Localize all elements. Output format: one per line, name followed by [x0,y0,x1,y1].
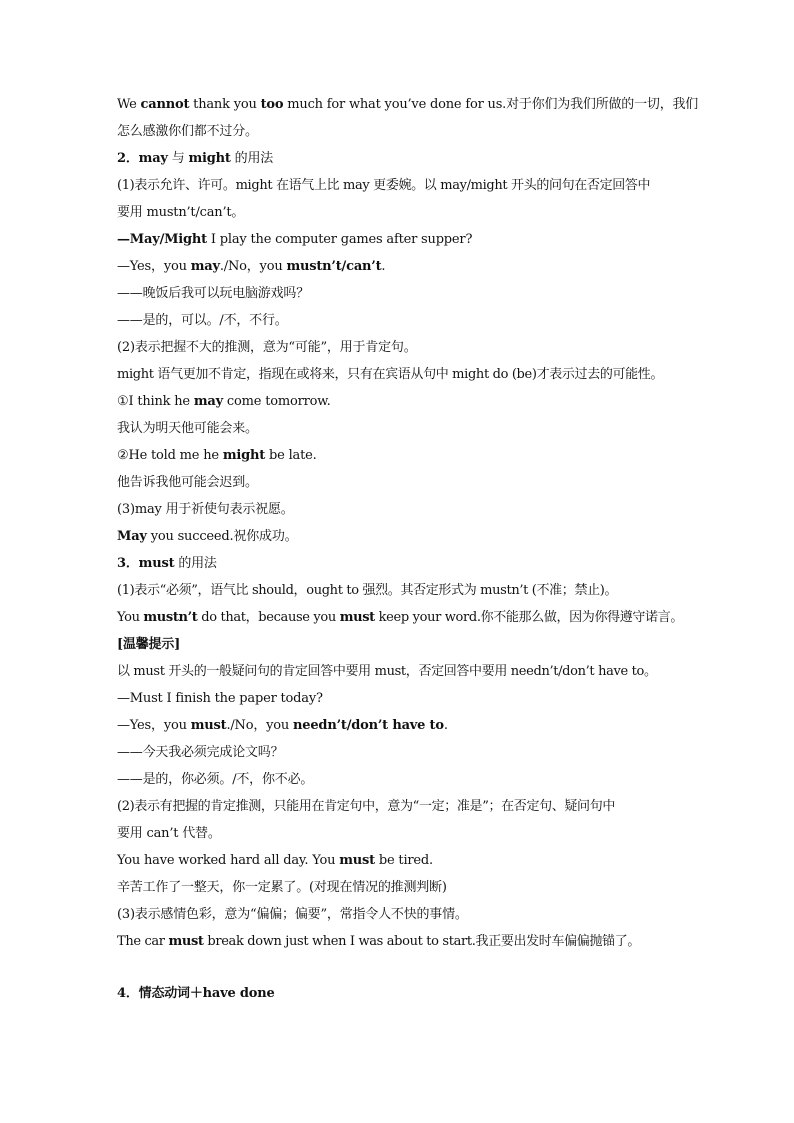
example-sentence: ②He told me he might be late. [117,448,317,463]
example-translation: 他告诉我他可能会迟到。 [117,475,258,490]
tip-heading: [温馨提示] [117,637,181,652]
rule-text: (1)表示“必须”，语气比 should，ought to 强烈。其否定形式为 mustn’t (不准；禁止)。 [117,583,618,598]
section-heading-may-might: 2．may 与 might 的用法 [117,151,274,166]
example-sentence-cannot-too: We cannot thank you too much for what you’ve done for us.对于你们为我们所做的一切，我们 [117,97,699,112]
rule-text: 以 must 开头的一般疑问句的肯定回答中要用 must，否定回答中要用 needn’t/don’t have to。 [117,664,657,679]
dialogue-line: —May/Might I play the computer games after supper? [117,232,473,247]
rule-text: (3)may 用于祈使句表示祝愿。 [117,502,294,517]
dialogue-translation: ——今天我必须完成论文吗？ [117,745,284,760]
dialogue-line: —Yes，you may./No，you mustn’t/can’t. [117,259,386,274]
example-translation: 我认为明天他可能会来。 [117,421,258,436]
rule-text: (2)表示把握不大的推测，意为“可能”，用于肯定句。 [117,340,417,355]
rule-text: 要用 can’t 代替。 [117,826,221,841]
example-sentence: You have worked hard all day. You must be tired. [117,853,433,868]
example-sentence: The car must break down just when I was about to start.我正要出发时车偏偏抛锚了。 [117,934,641,949]
rule-text: (1)表示允许、许可。might 在语气上比 may 更委婉。以 may/might 开头的问句在否定回答中 [117,178,651,193]
dialogue-line: —Must I finish the paper today? [117,691,323,706]
rule-text: might 语气更加不肯定，指现在或将来，只有在宾语从句中 might do (be)才表示过去的可能性。 [117,367,664,382]
dialogue-translation: ——是的，你必须。/不，你不必。 [117,772,314,787]
dialogue-translation: ——晚饭后我可以玩电脑游戏吗？ [117,286,310,301]
dialogue-line: —Yes，you must./No，you needn’t/don’t have to. [117,718,448,733]
example-translation: 怎么感激你们都不过分。 [117,124,258,139]
example-translation: 辛苦工作了一整天，你一定累了。(对现在情况的推测判断) [117,880,447,895]
section-heading-must: 3．must 的用法 [117,556,217,571]
rule-text: (3)表示感情色彩，意为“偏偏；偏要”，常指令人不快的事情。 [117,907,468,922]
example-sentence: You mustn’t do that，because you must keep your word.你不能那么做，因为你得遵守诺言。 [117,610,684,625]
rule-text: 要用 mustn’t/can’t。 [117,205,245,220]
example-sentence: May you succeed.祝你成功。 [117,529,298,544]
example-sentence: ①I think he may come tomorrow. [117,394,331,409]
section-heading-modal-have-done: 4．情态动词＋have done [117,986,275,1001]
dialogue-translation: ——是的，可以。/不，不行。 [117,313,288,328]
rule-text: (2)表示有把握的肯定推测，只能用在肯定句中，意为“一定；准是”；在否定句、疑问句中 [117,799,616,814]
